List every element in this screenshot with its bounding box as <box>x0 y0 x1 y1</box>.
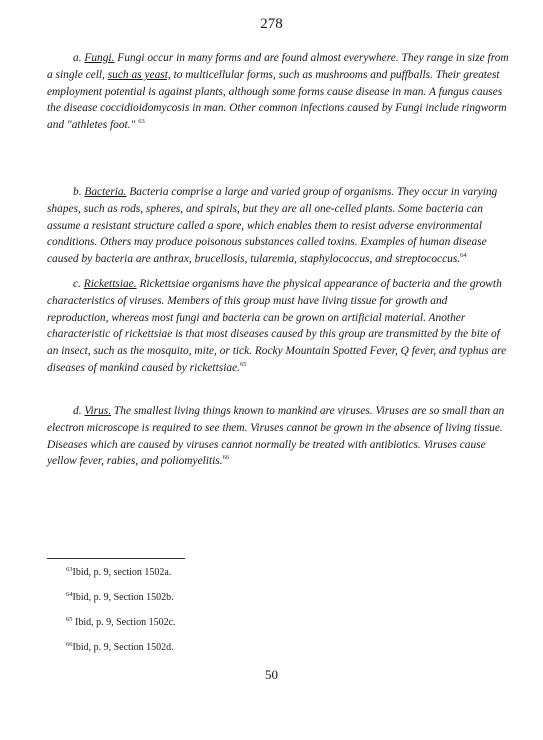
paragraph-heading: Rickettsiae. <box>83 278 137 290</box>
paragraph-heading: Virus. <box>84 405 112 417</box>
footnote-number: 64 <box>66 591 73 598</box>
paragraph-marker: b. <box>73 186 85 198</box>
paragraph-heading: Fungi. <box>84 52 115 64</box>
footnote-reference: 66 <box>222 454 230 462</box>
paragraph-fungi <box>47 50 510 134</box>
paragraph-text: Bacteria comprise a large and varied group of organisms. They occur in varying shapes, such as rods, spheres, and spirals, but they are all one-celled plants. Some bacteria can assume a resistant structure called a spore, which enables them to resist adverse environmental conditions. Others may produce poisonous substances called toxins. Examples of human disease caused by bacteria are anthrax, brucellosis, tularemia, staphylococcus, and streptococcus. <box>47 186 498 266</box>
paragraph-marker: d. <box>73 405 85 417</box>
footnote-reference: 63 <box>138 118 145 126</box>
footnote-text: Ibid, p. 9, Section 1502d. <box>72 642 174 653</box>
footnote-text: Ibid, p. 9, section 1502a. <box>72 567 172 578</box>
paragraph-marker: c. <box>73 278 84 290</box>
footnote <box>66 642 174 653</box>
paragraph-text: Fungi occur in many forms and are found almost everywhere. They range in size from a single cell, <box>47 52 509 81</box>
paragraph-virus <box>47 403 510 470</box>
underlined-phrase: such as yeast, <box>107 68 171 81</box>
footnote-number: 63 <box>66 566 73 573</box>
page-number-top: 278 <box>260 16 283 32</box>
paragraph-text: to multicellular forms, such as mushrooms and puffballs. Their greatest employment potential is against plants, although some forms cause disease in man. A fungus causes the disease coccidioidomycosis in man. Other common infections caused by Fungi include ringworm and "athletes foot." <box>47 68 507 132</box>
paragraph-rickettsiae <box>47 276 510 377</box>
footnote-divider <box>47 558 185 559</box>
footnote <box>66 617 176 628</box>
paragraph-text: Rickettsiae organisms have the physical appearance of bacteria and the growth characteristics of viruses. Members of this group must have living tissue for growth and reproduction, whereas most fungi and bacteria can be grown on artificial material. Another characteristic of rickettsiae is that most diseases caused by this group are transmitted by the bite of an insect, such as the mosquito, mite, or tick. Rocky Mountain Spotted Fever, Q fever, and typhus are diseases of mankind caused by rickettsiae. <box>47 278 507 374</box>
paragraph-text: The smallest living things known to mankind are viruses. Viruses are so small than an electron microscope is required to see them. Viruses cannot be grown in the absence of living tissue. Diseases which are caused by viruses cannot normally be treated with antibiotics. Viruses cause yellow fever, rabies, and poliomyelitis. <box>47 405 505 468</box>
footnote <box>66 567 171 578</box>
footnote <box>66 592 174 603</box>
page-number-bottom: 50 <box>265 667 278 682</box>
footnote-text: Ibid, p. 9, Section 1502b. <box>72 592 174 603</box>
paragraph-bacteria <box>47 184 510 268</box>
footnote-reference: 65 <box>239 360 247 368</box>
paragraph-marker: a. <box>73 52 85 64</box>
paragraph-heading: Bacteria. <box>84 186 127 198</box>
footnote-number: 65 <box>66 616 73 623</box>
footnote-number: 66 <box>66 641 73 648</box>
footnote-text: Ibid, p. 9, Section 1502c. <box>72 617 176 628</box>
footnote-reference: 64 <box>460 252 467 260</box>
